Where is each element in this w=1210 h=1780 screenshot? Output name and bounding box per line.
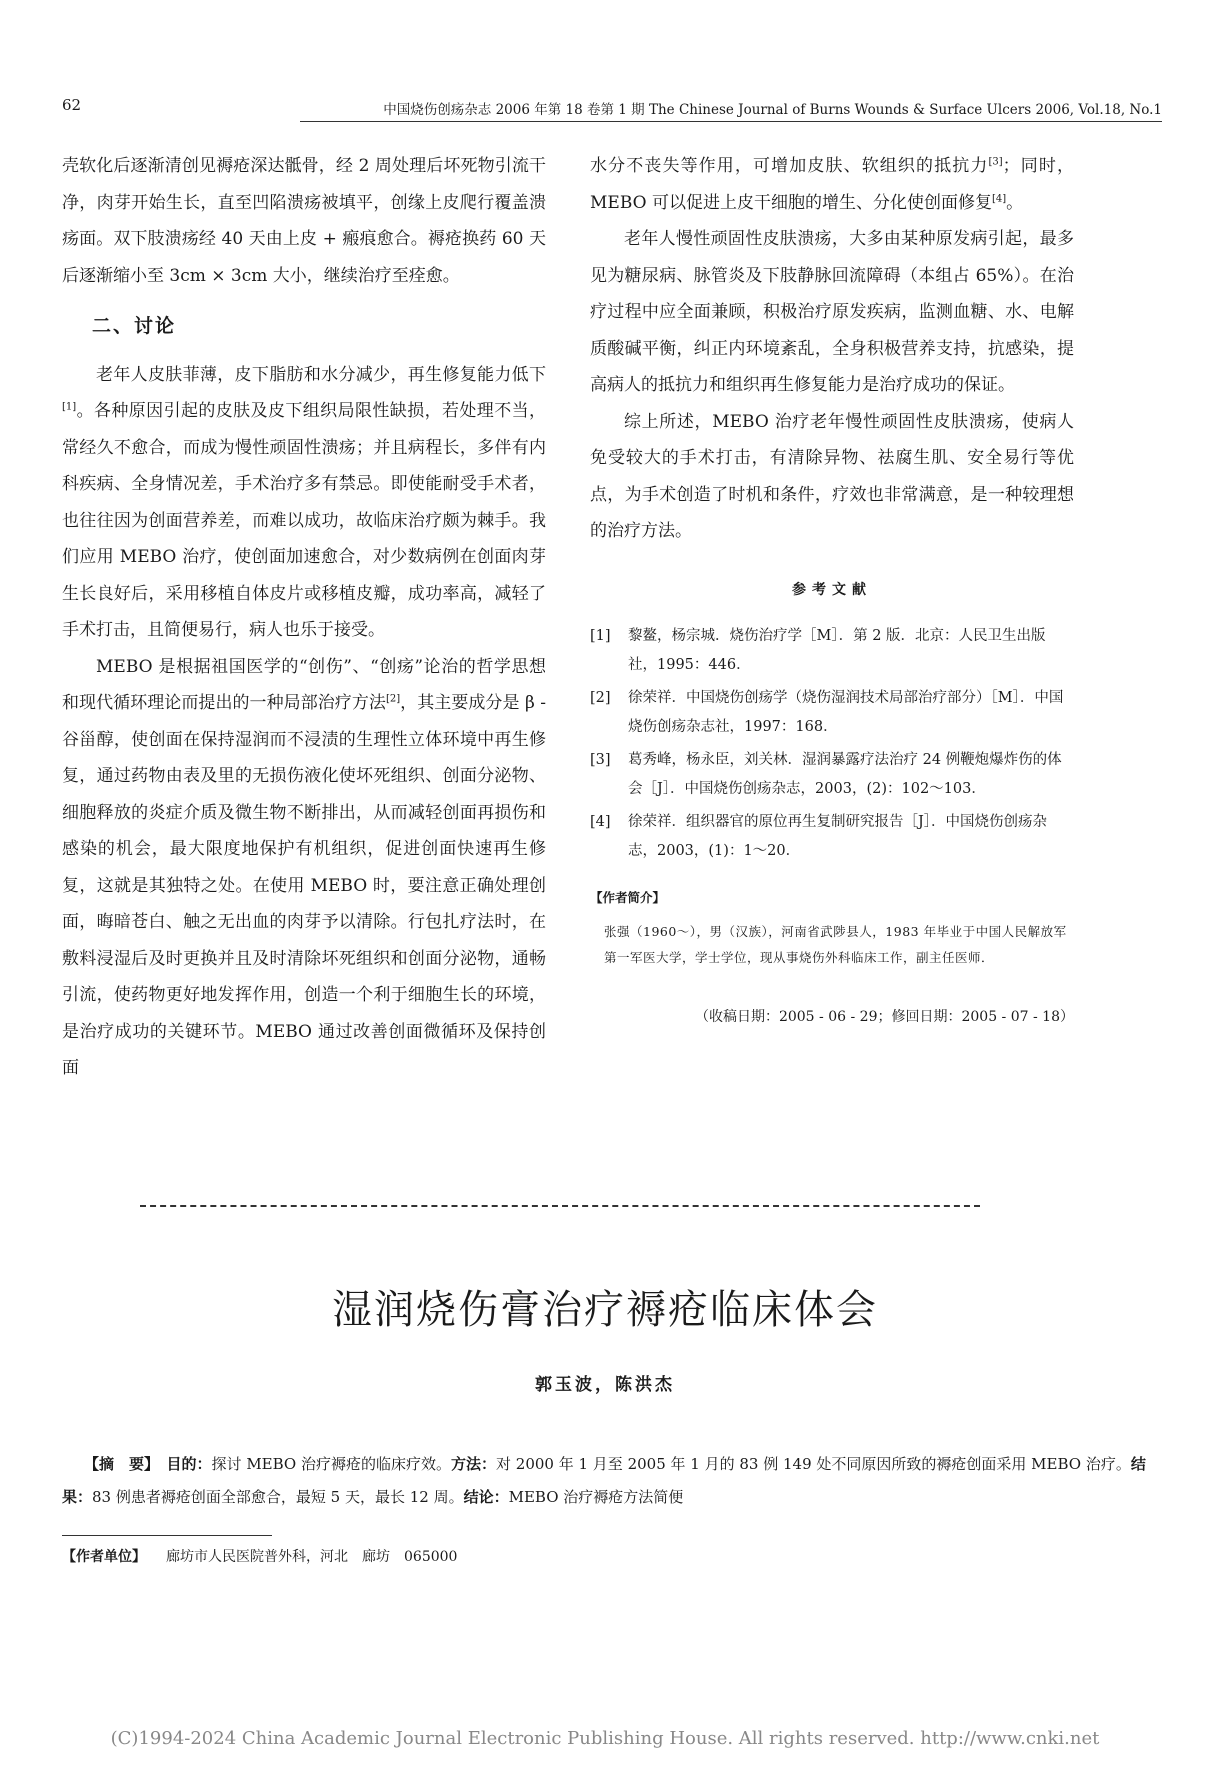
affiliation-text: 廊坊市人民医院普外科，河北 廊坊 065000 (166, 1549, 458, 1565)
paragraph (62, 649, 546, 1087)
reference-text: 葛秀峰，杨永臣，刘关林．湿润暴露疗法治疗 24 例鞭炮爆炸伤的体会［J］．中国烧伤创疡杂志，2003，(2)：102～103． (628, 752, 1062, 797)
citation-ref: [1] (62, 401, 77, 413)
reference-item (590, 808, 1074, 866)
reference-item (590, 746, 1074, 804)
conclusion-label: 结论： (463, 1488, 509, 1506)
text-run: ，其主要成分是 β - 谷甾醇，使创面在保持湿润而不浸渍的生理性立体环境中再生修复，通过药物由表及里的无损伤液化使坏死组织、创面分泌物、细胞释放的炎症介质及微生物不断排出，从而减轻创面再损伤和感染的机会，最大限度地保护有机组织，促进创面快速再生修复，这就是其独特之处。在使用 MEBO 时，要注意正确处理创面，晦暗苍白、触之无出血的肉芽予以清除。行包扎疗法时，在敷料浸湿后及时更换并且及时清除坏死组织和创面分泌物，通畅引流，使药物更好地发挥作用，创造一个利于细胞生长的环境，是治疗成功的关键环节。MEBO 通过改善创面微循环及保持创面 (62, 693, 547, 1078)
results-label: 结果： (62, 1455, 1146, 1506)
objective-text: 探讨 MEBO 治疗褥疮的临床疗效。 (211, 1455, 451, 1473)
article-title: 湿润烧伤膏治疗褥疮临床体会 (332, 1287, 878, 1333)
text-run: MEBO 是根据祖国医学的“创伤”、“创疡”论治的哲学思想和现代循环理论而提出的一种局部治疗方法 (62, 656, 546, 713)
reference-number: [4] (590, 814, 611, 830)
reference-list (590, 622, 1074, 866)
running-header: 中国烧伤创疡杂志 2006 年第 18 卷第 1 期 The Chinese Journal of Burns Wounds & Surface Ulcers 2006, Vol.18, No.1 (300, 98, 1162, 122)
abstract-label: 【摘 要】 (84, 1455, 152, 1473)
paragraph: 老年人慢性顽固性皮肤溃疡，大多由某种原发病引起，最多见为糖尿病、脉管炎及下肢静脉回流障碍（本组占 65%）。在治疗过程中应全面兼顾，积极治疗原发疾病，监测血糖、水、电解质酸碱平衡，纠正内环境紊乱，全身积极营养支持，抗感染，提高病人的抵抗力和组织再生修复能力是治疗成功的保证。 (590, 229, 1074, 395)
paragraph: 综上所述，MEBO 治疗老年慢性顽固性皮肤溃疡，使病人免受较大的手术打击，有清除异物、祛腐生肌、安全易行等优点，为手术创造了时机和条件，疗效也非常满意，是一种较理想的治疗方法。 (590, 411, 1074, 541)
right-column (590, 148, 1074, 1035)
author-intro-label: 【作者简介】 (590, 890, 666, 905)
methods-text: 对 2000 年 1 月至 2005 年 1 月的 83 例 149 处不同原因所致的褥疮创面采用 MEBO 治疗。 (496, 1455, 1131, 1473)
text-run: 。 (1006, 192, 1024, 213)
abstract (62, 1448, 1162, 1514)
text-run: 老年人皮肤菲薄，皮下脂肪和水分减少，再生修复能力低下 (96, 364, 546, 385)
reference-text: 徐荣祥．中国烧伤创疡学（烧伤湿润技术局部治疗部分）［M］．中国烧伤创疡杂志社，1997：168． (628, 690, 1064, 735)
text-run: ；同时，MEBO 可以促进上皮干细胞的增生、分化使创面修复 (590, 156, 1075, 213)
reference-item (590, 684, 1074, 742)
paragraph (590, 148, 1074, 221)
copyright-notice: (C)1994-2024 China Academic Journal Electronic Publishing House. All rights reserved. http://www.cnki.net (110, 1728, 1100, 1749)
left-column (62, 148, 546, 1087)
article-divider (140, 1205, 980, 1207)
reference-text: 徐荣祥．组织器官的原位再生复制研究报告［J］．中国烧伤创疡杂志，2003，(1)：1～20． (628, 814, 1048, 859)
affiliation-rule (62, 1535, 272, 1536)
received-dates: （收稿日期：2005 - 06 - 29；修回日期：2005 - 07 - 18） (694, 1008, 1074, 1025)
objective-label: 目的： (166, 1455, 212, 1473)
reference-number: [3] (590, 752, 611, 768)
affiliation (62, 1546, 457, 1566)
references-heading: 参考文献 (792, 581, 872, 598)
affiliation-label: 【作者单位】 (62, 1549, 146, 1565)
article-authors: 郭玉波，陈洪杰 (535, 1375, 675, 1395)
results-text: 83 例患者褥疮创面全部愈合，最短 5 天，最长 12 周。 (92, 1488, 464, 1506)
citation-ref: [4] (991, 192, 1007, 204)
reference-item (590, 622, 1074, 680)
page-number: 62 (62, 96, 82, 114)
author-intro-text: 张强（1960～），男（汉族），河南省武陟县人，1983 年毕业于中国人民解放军第一军医大学，学士学位，现从事烧伤外科临床工作，副主任医师． (604, 923, 1067, 965)
paragraph (62, 357, 546, 649)
reference-number: [2] (590, 690, 611, 706)
citation-ref: [2] (385, 693, 401, 705)
paragraph: 壳软化后逐渐清创见褥疮深达骶骨，经 2 周处理后坏死物引流干净，肉芽开始生长，直至凹陷溃疡被填平，创缘上皮爬行覆盖溃疡面。双下肢溃疡经 40 天由上皮 + 瘢痕愈合。褥疮换药 60 天后逐渐缩小至 3cm × 3cm 大小，继续治疗至痊愈。 (62, 156, 546, 286)
reference-text: 黎鳌，杨宗城．烧伤治疗学［M］．第 2 版．北京：人民卫生出版社，1995：446． (628, 628, 1046, 673)
reference-number: [1] (590, 628, 611, 644)
citation-ref: [3] (988, 156, 1003, 168)
conclusion-text: MEBO 治疗褥疮方法简便 (508, 1488, 684, 1506)
text-run: 。各种原因引起的皮肤及皮下组织局限性缺损，若处理不当，常经久不愈合，而成为慢性顽固性溃疡；并且病程长，多伴有内科疾病、全身情况差，手术治疗多有禁忌。即使能耐受手术者，也往往因为创面营养差，而难以成功，故临床治疗颇为棘手。我们应用 MEBO 治疗，使创面加速愈合，对少数病例在创面肉芽生长良好后，采用移植自体皮片或移植皮瓣，成功率高，减轻了手术打击，且简便易行，病人也乐于接受。 (62, 401, 546, 640)
text-run: 水分不丧失等作用，可增加皮肤、软组织的抵抗力 (590, 156, 989, 176)
methods-label: 方法： (451, 1455, 497, 1473)
section-heading: 二、讨论 (92, 315, 177, 337)
